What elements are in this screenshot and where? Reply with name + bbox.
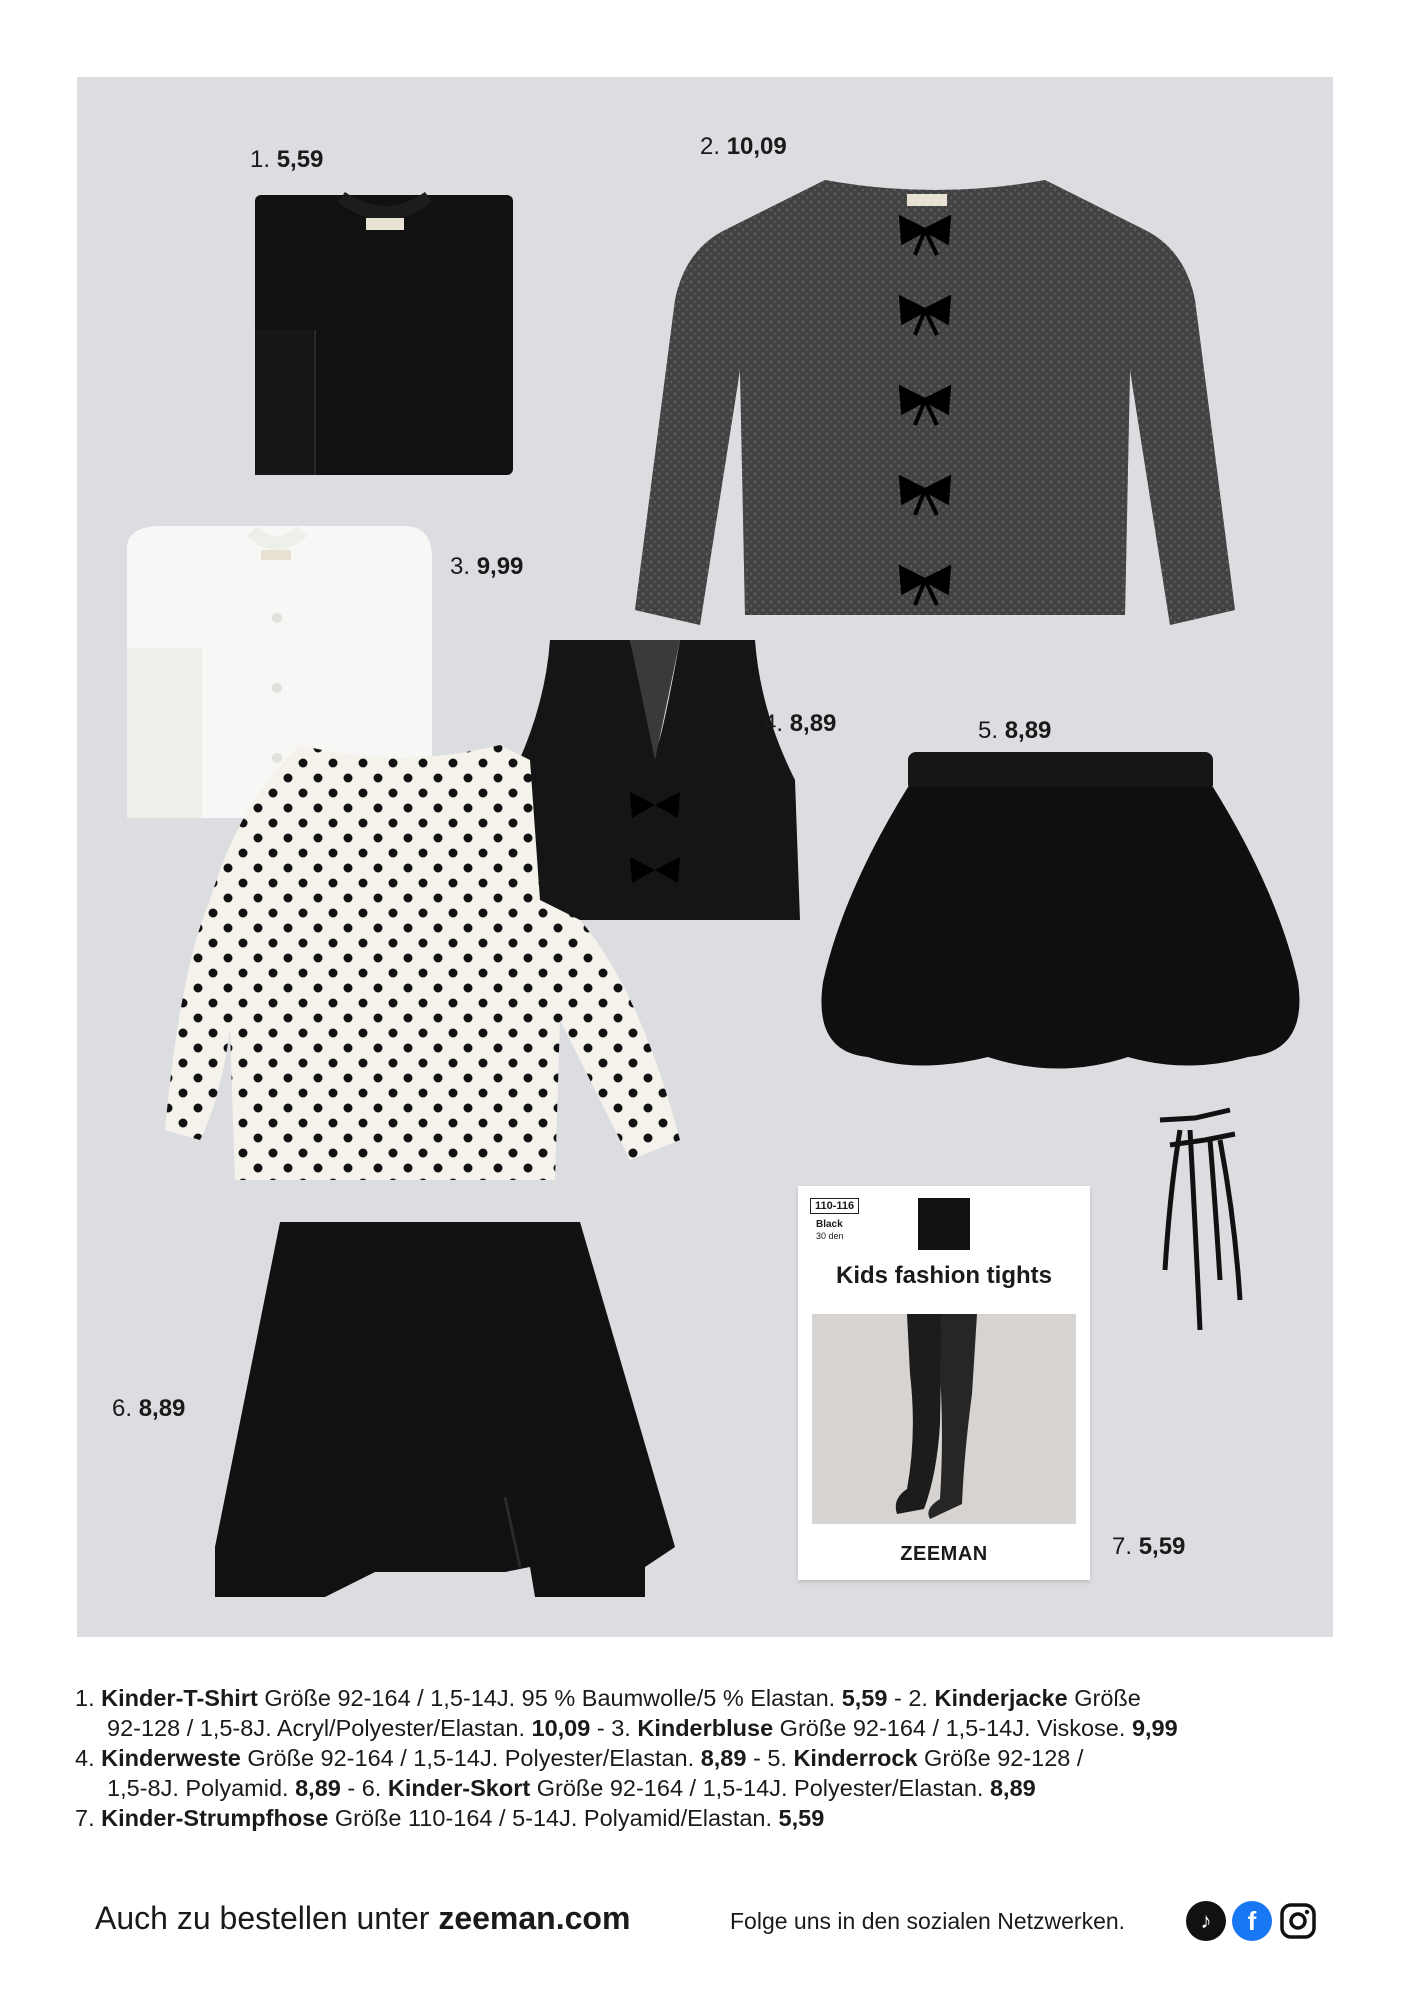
kids-polka-dot-blouse-image bbox=[160, 740, 690, 1205]
tights-brand-logo: ZEEMAN bbox=[900, 1543, 988, 1565]
order-online-text: Auch zu bestellen unter zeeman.com bbox=[95, 1900, 631, 1936]
tights-color-swatch bbox=[918, 1198, 970, 1250]
price-label-7: 7. 5,59 bbox=[1112, 1533, 1186, 1560]
instagram-icon[interactable] bbox=[1278, 1901, 1318, 1941]
kids-skort-image bbox=[205, 1217, 685, 1602]
description-line: 1. Kinder-T-Shirt Größe 92-164 / 1,5-14J. 95 % Baumwolle/5 % Elastan. 5,59 - 2. Kinderjacke Größe bbox=[75, 1685, 1141, 1711]
kids-tshirt-image bbox=[250, 180, 520, 480]
price-label-3: 3. 9,99 bbox=[450, 553, 524, 580]
product-descriptions bbox=[75, 1683, 1345, 1833]
tights-color-label: Black bbox=[816, 1219, 843, 1230]
price-label-5: 5. 8,89 bbox=[978, 717, 1052, 744]
tights-denier-label: 30 den bbox=[816, 1231, 844, 1241]
hair-ribbons-image bbox=[1140, 1100, 1260, 1350]
tights-size-label: 110-116 bbox=[810, 1198, 859, 1214]
tights-legs-image bbox=[812, 1314, 1076, 1524]
price-label-6: 6. 8,89 bbox=[112, 1395, 186, 1422]
tiktok-icon[interactable]: ♪ bbox=[1186, 1901, 1226, 1941]
price-label-4: 4. 8,89 bbox=[763, 710, 837, 737]
description-line: 1,5-8J. Polyamid. 8,89 - 6. Kinder-Skort Größe 92-164 / 1,5-14J. Polyester/Elastan. 8,89 bbox=[107, 1775, 1036, 1801]
zeeman-website-link[interactable]: zeeman.com bbox=[438, 1900, 631, 1936]
description-line: 4. Kinderweste Größe 92-164 / 1,5-14J. Polyester/Elastan. 8,89 - 5. Kinderrock Größe 92-128 / bbox=[75, 1745, 1084, 1771]
social-media-text: Folge uns in den sozialen Netzwerken. bbox=[730, 1908, 1126, 1934]
facebook-icon[interactable]: f bbox=[1232, 1901, 1272, 1941]
tights-package-title: Kids fashion tights bbox=[836, 1262, 1052, 1289]
description-line: 92-128 / 1,5-8J. Acryl/Polyester/Elastan. 10,09 - 3. Kinderbluse Größe 92-164 / 1,5-14J. Viskose. 9,99 bbox=[107, 1715, 1178, 1741]
kids-skirt-image bbox=[808, 752, 1313, 1082]
price-label-1: 1. 5,59 bbox=[250, 146, 324, 173]
kids-tights-package bbox=[798, 1186, 1090, 1580]
description-line: 7. Kinder-Strumpfhose Größe 110-164 / 5-14J. Polyamid/Elastan. 5,59 bbox=[75, 1805, 825, 1831]
kids-cardigan-image bbox=[625, 160, 1245, 630]
price-label-2: 2. 10,09 bbox=[700, 133, 787, 160]
